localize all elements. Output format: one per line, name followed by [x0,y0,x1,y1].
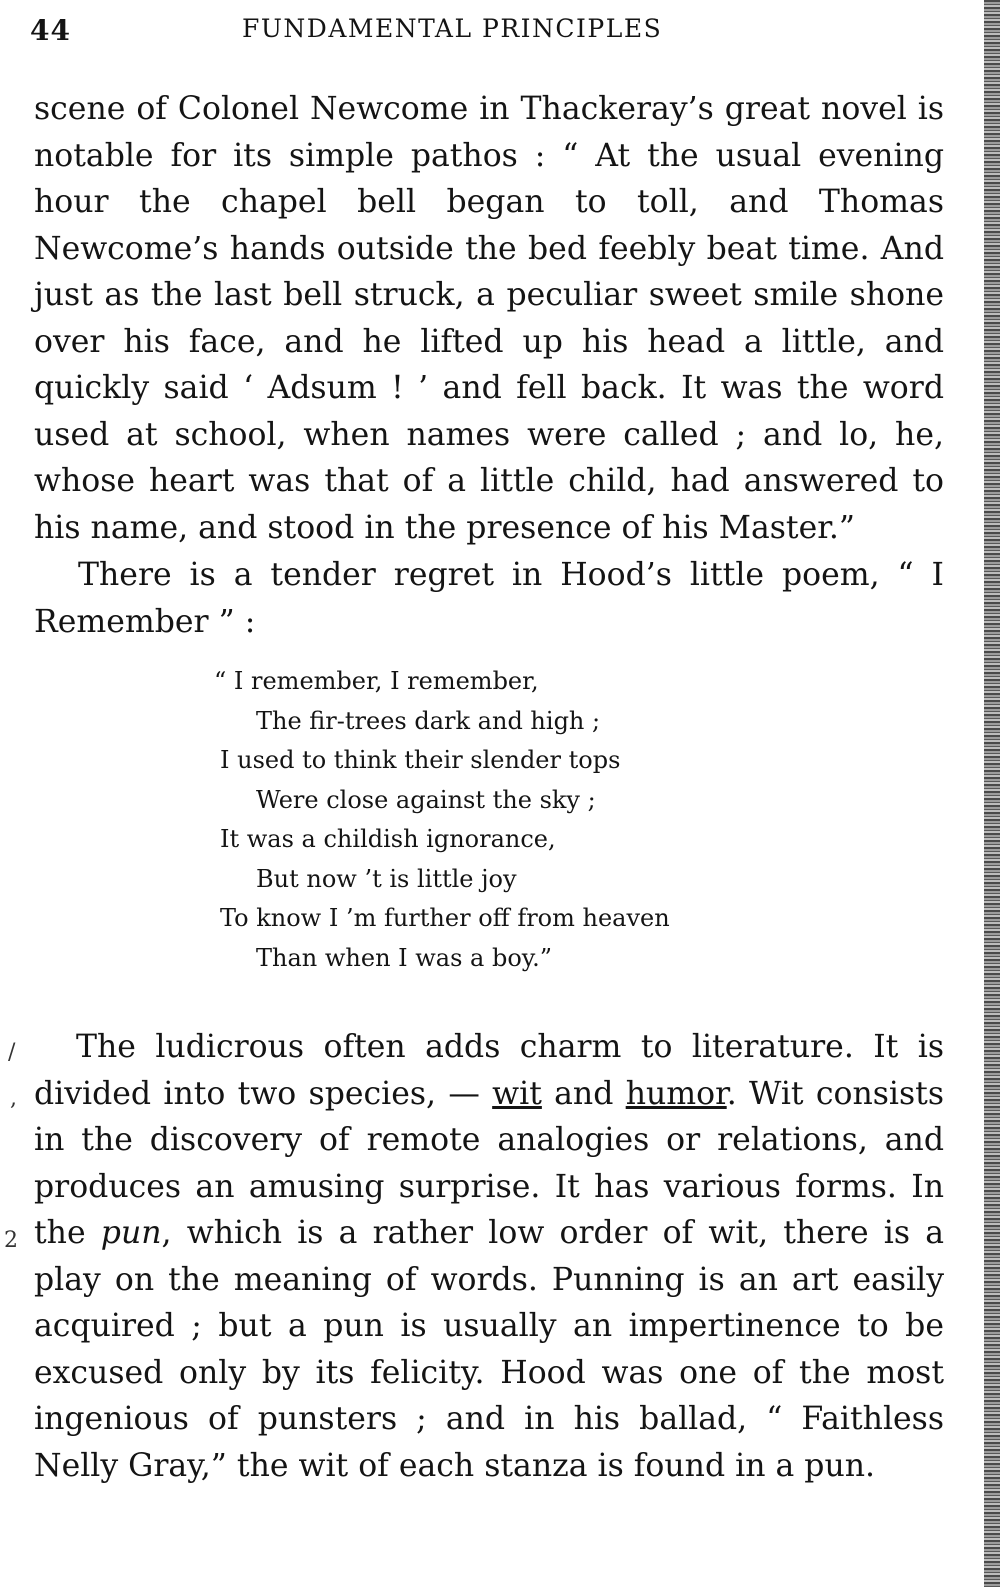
poem-line: I used to think their slender tops [220,746,621,774]
paragraph-newcome-quote: scene of Colonel Newcome in Thackeray’s great novel is notable for its simple pathos : “ At the usual evening hour the chapel bell began to toll, and Thomas Newcome’s hands outside the bed feebly beat time. And just as the last bell struck, a peculiar sweet smile shone over his face, and he lifted up his head a little, and quickly said ‘ Adsum ! ’ and fell back. It was the word used at school, when names were called ; and lo, he, whose heart was that of a little child, had answered to his name, and stood in the presence of his Master.” [34,91,944,546]
term-humor: humor [625,1075,727,1112]
text-run: , which is a rather low order of wit, there is a play on the meaning of words. Punning is an art easily acquired ; but a pun is usually an impertinence to be excused only by its felicity. Hood was one of the most ingenious of punsters ; and in his ballad, “ Faithless Nelly Gray,” the wit of each stanza is found in a pun. [34,1215,944,1484]
poem-line: Were close against the sky ; [256,785,596,814]
margin-mark: / [8,1040,16,1065]
poem-line: To know I ’m further off from heaven [220,904,670,932]
poem-line: But now ’t is little joy [256,864,517,893]
term-pun: pun [100,1215,162,1251]
text-run: . Wit consists in the discovery of remote analogies or relations, and produces an amusing surprise. It has various forms. In the [34,1075,944,1251]
poem-line: It was a childish ignorance, [220,825,556,853]
paragraph-hood-intro: There is a tender regret in Hood’s little poem, “ I Remember ” : [34,557,944,640]
text-run: The ludicrous often adds charm to literature. It is divided into two species, — [34,1029,944,1112]
text-run: and [541,1075,626,1112]
poem-line: Than when I was a boy.” [256,943,553,972]
poem-i-remember [214,662,670,978]
poem-line: The fir-trees dark and high ; [256,706,601,735]
page-number: 44 [30,14,71,47]
margin-mark: 2 [4,1228,18,1253]
paragraph-ludicrous [34,1024,944,1489]
page-header [30,14,950,54]
poem-line: “ I remember, I remember, [214,667,539,695]
page-edge-scan-artifact [984,0,1000,1587]
term-wit: wit [492,1075,542,1112]
running-title: FUNDAMENTAL PRINCIPLES [242,14,663,43]
margin-mark: , [10,1086,17,1111]
